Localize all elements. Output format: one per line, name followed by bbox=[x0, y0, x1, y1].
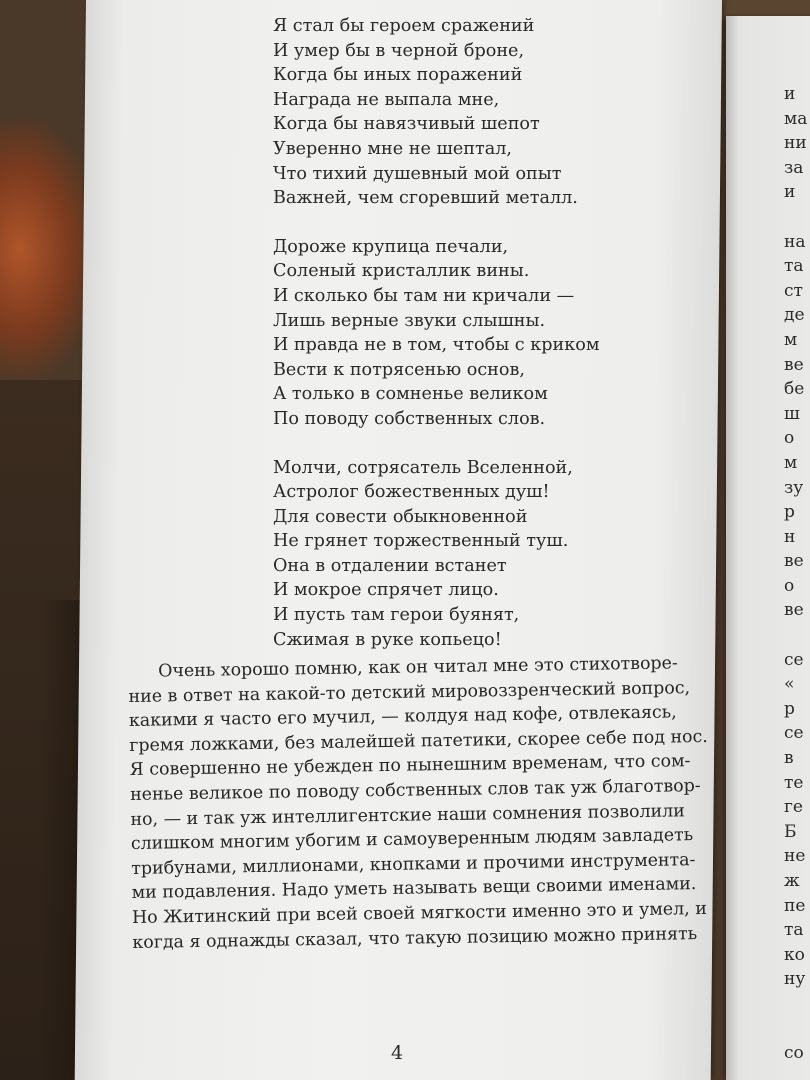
prose-line: Но Житинский при всей своей мягкости именно это и умел, и bbox=[131, 898, 707, 928]
right-page-fragment: се bbox=[784, 649, 804, 670]
right-page-fragment: зу bbox=[784, 477, 804, 498]
prose-line: ненье великое по поводу собственных слов так уж благотвор- bbox=[129, 775, 701, 805]
poem-line: И сколько бы там ни кричали — bbox=[273, 285, 575, 306]
right-page-fragment: ве bbox=[784, 551, 804, 572]
poem-line: Я стал бы героем сражений bbox=[273, 16, 535, 36]
poem-line: Сжимая в руке копьецо! bbox=[273, 629, 502, 650]
right-page-fragment: и bbox=[784, 182, 796, 203]
poem-stanza bbox=[273, 235, 693, 432]
right-page-fragment: за bbox=[784, 157, 804, 178]
right-page-fragment: ш bbox=[784, 403, 800, 424]
prose-paragraph bbox=[128, 651, 708, 955]
right-page-fragment: на bbox=[784, 231, 806, 252]
right-page-fragment: в bbox=[784, 748, 794, 769]
right-page-fragment: ма bbox=[784, 108, 808, 129]
right-page-fragment: м bbox=[784, 452, 798, 473]
poem-line: Когда бы иных поражений bbox=[273, 65, 523, 86]
poem-line: Важней, чем сгоревший металл. bbox=[273, 188, 578, 209]
right-page-fragment: и bbox=[784, 84, 796, 104]
right-page-fragment: не bbox=[784, 846, 806, 867]
right-page-fragment bbox=[784, 992, 810, 1017]
right-page-fragment: о bbox=[784, 575, 795, 596]
poem-line: Дороже крупица печали, bbox=[273, 236, 509, 257]
right-page-fragment bbox=[784, 1017, 810, 1042]
poem-line: Награда не выпала мне, bbox=[273, 89, 500, 110]
right-page-fragment: н bbox=[784, 526, 796, 547]
poem-line: Вести к потрясенью основ, bbox=[273, 359, 525, 380]
poem-line: Уверенно мне не шептал, bbox=[273, 138, 512, 159]
right-page-fragment: се bbox=[784, 723, 804, 744]
right-page-fragment: пе bbox=[784, 895, 806, 916]
right-page-fragment: те bbox=[784, 772, 804, 793]
prose-line: гремя ложками, без малейшей патетики, скорее себе под нос. bbox=[129, 726, 708, 756]
poem-stanza bbox=[273, 14, 693, 211]
right-page-fragment: де bbox=[784, 305, 805, 326]
poem-line: Когда бы навязчивый шепот bbox=[273, 114, 540, 135]
right-page-fragment: ве bbox=[784, 354, 804, 375]
poem-line: А только в сомненье великом bbox=[273, 384, 548, 405]
poem-line: Для совести обыкновенной bbox=[273, 506, 528, 527]
right-page-text-fragments bbox=[784, 82, 810, 1066]
right-page-fragment: ж bbox=[784, 871, 800, 891]
poem-line: Лишь верные звуки слышны. bbox=[273, 310, 546, 331]
right-page-fragment: ст bbox=[784, 280, 803, 301]
right-page-fragment: р bbox=[784, 502, 795, 523]
right-page-fragment: ну bbox=[784, 969, 806, 990]
right-page-fragment: ве bbox=[784, 600, 804, 621]
right-page-fragment: Б bbox=[784, 821, 797, 842]
poem-line: Соленый кристаллик вины. bbox=[273, 261, 530, 282]
right-page-fragment: р bbox=[784, 698, 795, 719]
right-page-fragment bbox=[784, 623, 810, 648]
right-page-fragment: бе bbox=[784, 379, 805, 400]
poem-line: И правда не в том, чтобы с криком bbox=[273, 335, 600, 356]
poem-line: И пусть там герои буянят, bbox=[273, 605, 520, 626]
poem-line: Она в отдалении встанет bbox=[273, 555, 507, 576]
right-page-fragment: та bbox=[784, 920, 804, 941]
poem-line: Что тихий душевный мой опыт bbox=[273, 163, 562, 184]
poem-line: И мокрое спрячет лицо. bbox=[273, 580, 499, 601]
right-page-fragment: ге bbox=[784, 797, 803, 818]
poem-line: Молчи, сотрясатель Вселенной, bbox=[273, 457, 573, 478]
right-page-fragment bbox=[784, 205, 810, 230]
page-number: 4 bbox=[390, 1042, 404, 1064]
prose-line: какими я часто его мучил, — колдуя над кофе, отвлекаясь, bbox=[128, 702, 677, 732]
right-page-fragment: о bbox=[784, 428, 795, 449]
right-page-fragment: со bbox=[784, 1043, 804, 1064]
prose-line: Очень хорошо помню, как он читал мне это стихотворе- bbox=[158, 653, 678, 682]
right-page-fragment: ни bbox=[784, 133, 807, 154]
prose-line: когда я однажды сказал, что такую позицию можно принять bbox=[132, 923, 698, 953]
poem-line: По поводу собственных слов. bbox=[273, 408, 546, 429]
poem-line: И умер бы в черной броне, bbox=[273, 40, 525, 61]
prose-line: ние в ответ на какой-то детский мировоззренческий вопрос, bbox=[128, 677, 691, 707]
right-page-fragment: « bbox=[784, 674, 795, 695]
poem bbox=[273, 14, 693, 676]
right-page-fragment: м bbox=[784, 329, 798, 350]
prose-line: но, — и так уж интеллигентские наши сомнения позволили bbox=[130, 800, 685, 830]
poem-line: Астролог божественных душ! bbox=[273, 482, 550, 503]
prose-line: ми подавления. Надо уметь называть вещи своими именами. bbox=[131, 874, 697, 904]
prose-line: трибунами, миллионами, кнопками и прочими инструмента- bbox=[131, 849, 696, 879]
right-page-fragment: та bbox=[784, 256, 804, 277]
prose-line: Я совершенно не убежден по нынешним временам, что сом- bbox=[129, 751, 691, 781]
poem-stanza bbox=[273, 456, 693, 653]
poem-line: Не грянет торжественный туш. bbox=[273, 531, 569, 552]
right-page-fragment: ко bbox=[784, 944, 805, 965]
prose-line: слишком многим убогим и самоуверенным людям завладеть bbox=[130, 825, 694, 855]
